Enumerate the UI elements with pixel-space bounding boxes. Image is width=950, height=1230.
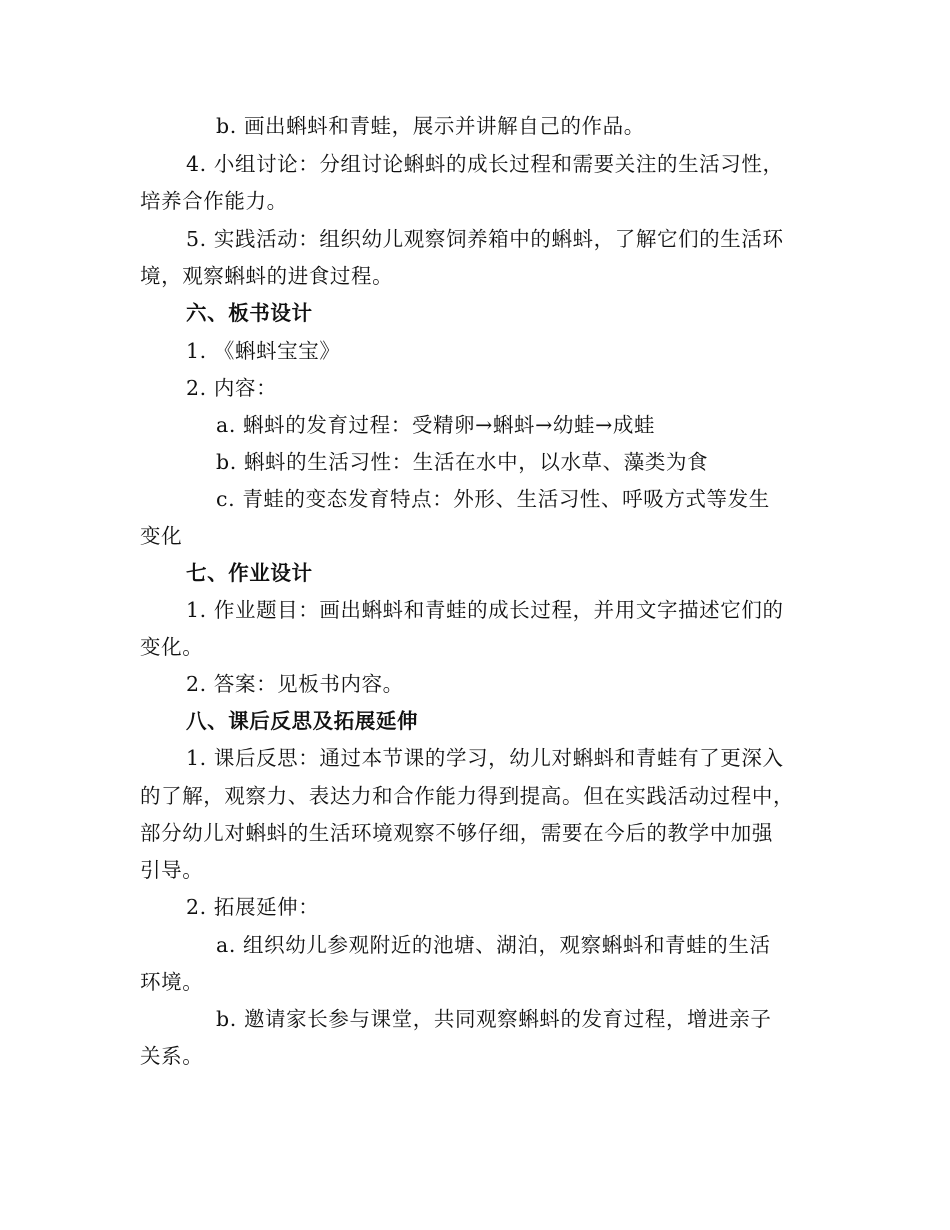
extension-item-2: 2. 拓展延伸： [186, 895, 320, 919]
blackboard-item-1: 1. 《蝌蚪宝宝》 [186, 339, 341, 363]
blackboard-sub-a: a. 蝌蚪的发育过程：受精卵→蝌蚪→幼蛙→成蛙 [216, 413, 656, 437]
extension-sub-b-continuation: 关系。 [140, 1044, 204, 1068]
homework-item-1-continuation: 变化。 [140, 635, 204, 659]
extension-sub-a-continuation: 环境。 [140, 970, 204, 994]
homework-item-2: 2. 答案：见板书内容。 [186, 672, 404, 696]
extension-sub-a: a. 组织幼儿参观附近的池塘、湖泊，观察蝌蚪和青蛙的生活 [216, 933, 771, 957]
reflection-item-1: 1. 课后反思：通过本节课的学习，幼儿对蝌蚪和青蛙有了更深入 [186, 746, 784, 770]
blackboard-sub-c: c. 青蛙的变态发育特点：外形、生活习性、呼吸方式等发生 [216, 487, 770, 511]
reflection-item-1-line-2: 的了解，观察力、表达力和合作能力得到提高。但在实践活动过程中， [140, 784, 795, 808]
homework-item-1: 1. 作业题目：画出蝌蚪和青蛙的成长过程，并用文字描述它们的 [186, 598, 784, 622]
item-5-continuation: 境，观察蝌蚪的进食过程。 [140, 264, 394, 288]
section-heading-reflection: 八、课后反思及拓展延伸 [186, 709, 419, 733]
item-5-practice: 5. 实践活动：组织幼儿观察饲养箱中的蝌蚪，了解它们的生活环 [186, 227, 784, 251]
blackboard-sub-b: b. 蝌蚪的生活习性：生活在水中，以水草、藻类为食 [216, 450, 709, 474]
section-heading-homework: 七、作业设计 [186, 561, 313, 585]
blackboard-item-2: 2. 内容： [186, 376, 278, 400]
extension-sub-b: b. 邀请家长参与课堂，共同观察蝌蚪的发育过程，增进亲子 [216, 1007, 772, 1031]
item-4-continuation: 培养合作能力。 [140, 189, 288, 213]
section-heading-blackboard: 六、板书设计 [186, 301, 313, 325]
item-4-group-discussion: 4. 小组讨论：分组讨论蝌蚪的成长过程和需要关注的生活习性， [186, 152, 784, 176]
reflection-item-1-line-3: 部分幼儿对蝌蚪的生活环境观察不够仔细，需要在今后的教学中加强 [140, 821, 773, 845]
reflection-item-1-line-4: 引导。 [140, 858, 204, 882]
sub-item-b-drawing: b. 画出蝌蚪和青蛙，展示并讲解自己的作品。 [216, 114, 645, 138]
blackboard-sub-c-continuation: 变化 [140, 524, 183, 548]
